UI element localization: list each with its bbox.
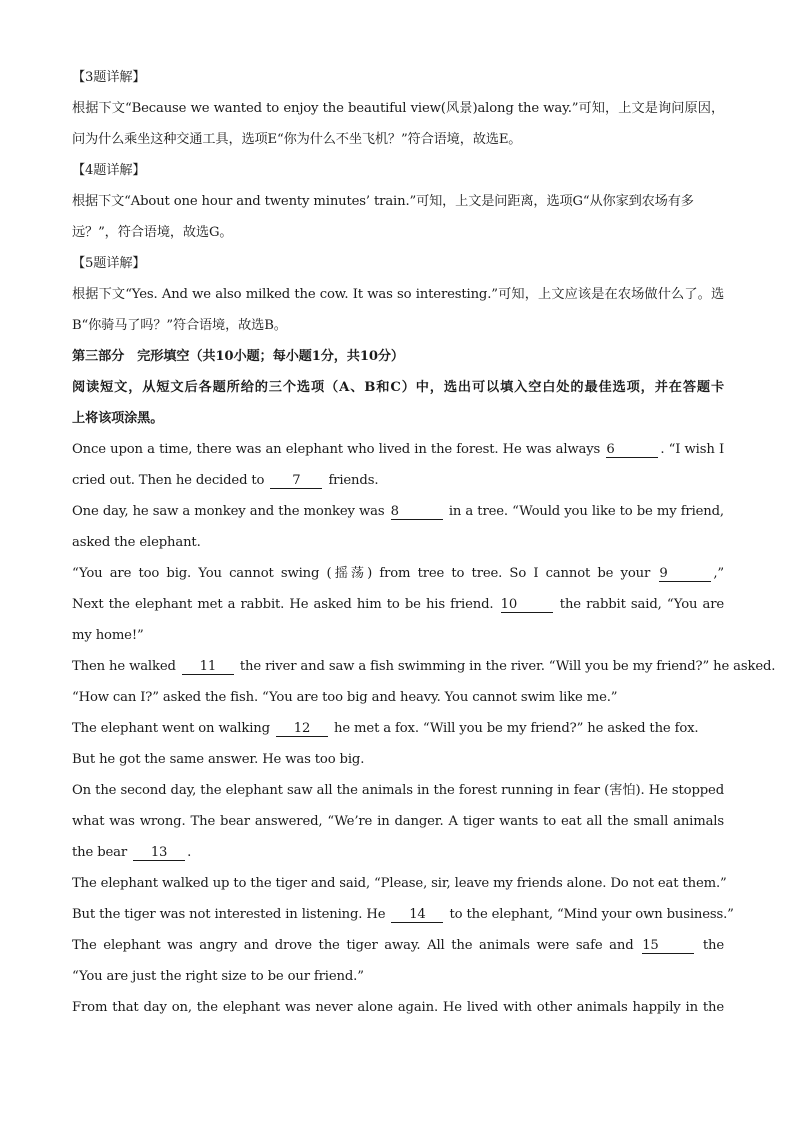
q4-heading: 【4题详解】 (72, 163, 146, 178)
passage-line (72, 558, 724, 589)
passage-text: . “I wish I (660, 442, 724, 457)
passage-line (72, 434, 724, 465)
q4-explanation-line-2: 远？”，符合语境，故选G。 (72, 225, 233, 240)
passage-text: he met a fox. “Will you be my friend?” he asked the fox. (334, 721, 699, 736)
passage-line: “How can I?” asked the fish. “You are too big and heavy. You cannot swim like me.” (72, 690, 618, 705)
passage-line (72, 930, 724, 961)
blank-8: 8 (391, 505, 443, 520)
passage-text: The elephant went on walking (72, 721, 270, 736)
passage-line: “You are just the right size to be our friend.” (72, 969, 364, 984)
passage-line: The elephant walked up to the tiger and said, “Please, sir, leave my friends alone. Do not eat them.” (72, 876, 727, 891)
passage-text: One day, he saw a monkey and the monkey was (72, 504, 385, 519)
passage-line (72, 465, 724, 496)
passage-text: the (702, 938, 724, 953)
passage-line: From that day on, the elephant was never alone again. He lived with other animals happily in the (72, 1000, 724, 1015)
passage-text: Then he walked (72, 659, 176, 674)
document-page (72, 62, 776, 1023)
blank-9: 9 (659, 567, 711, 582)
passage-text: The elephant was angry and drove the tiger away. All the animals were safe and (72, 938, 634, 953)
passage-text: Once upon a time, there was an elephant who lived in the forest. He was always (72, 442, 601, 457)
passage-line: But he got the same answer. He was too big. (72, 752, 365, 767)
passage-text: the bear (72, 845, 128, 860)
blank-13: 13 (133, 846, 185, 861)
blank-7: 7 (270, 474, 322, 489)
q3-heading: 【3题详解】 (72, 70, 146, 85)
section-instruction-line-2: 上将该项涂黑。 (72, 411, 164, 426)
blank-10: 10 (501, 598, 553, 613)
q3-explanation-line-1: 根据下文“Because we wanted to enjoy the beautiful view(风景)along the way.”可知，上文是询问原因， (72, 101, 724, 116)
passage-text: But the tiger was not interested in listening. He (72, 907, 386, 922)
blank-15: 15 (642, 939, 694, 954)
passage-line: asked the elephant. (72, 535, 201, 550)
blank-14: 14 (391, 908, 443, 923)
blank-11: 11 (182, 660, 234, 675)
passage-text: to the elephant, “Mind your own business.” (449, 907, 734, 922)
passage-line: my home!” (72, 628, 144, 643)
blank-6: 6 (606, 443, 658, 458)
passage-line (72, 713, 724, 744)
passage-text: the river and saw a fish swimming in the river. “Will you be my friend?” he asked. (239, 659, 776, 674)
blank-12: 12 (276, 722, 328, 737)
passage-text: the rabbit said, “You are (559, 597, 724, 612)
q4-explanation-line-1: 根据下文“About one hour and twenty minutes’ train.”可知，上文是问距离，选项G“从你家到农场有多 (72, 194, 694, 209)
passage-line: what was wrong. The bear answered, “We’re in danger. A tiger wants to eat all the small animals (72, 814, 724, 829)
section-instruction-line-1: 阅读短文，从短文后各题所给的三个选项（A、B和C）中，选出可以填入空白处的最佳选项，并在答题卡 (72, 380, 724, 395)
passage-text: “You are too big. You cannot swing (摇荡) from tree to tree. So I cannot be your (72, 566, 651, 581)
passage-text: friends. (328, 473, 379, 488)
passage-line (72, 651, 776, 682)
passage-line (72, 837, 724, 868)
passage-line (72, 899, 734, 930)
passage-line: On the second day, the elephant saw all the animals in the forest running in fear (害怕). He stopped (72, 783, 724, 798)
q3-explanation-line-2: 问为什么乘坐这种交通工具，选项E“你为什么不坐飞机？”符合语境，故选E。 (72, 132, 522, 147)
passage-text: Next the elephant met a rabbit. He asked him to be his friend. (72, 597, 494, 612)
q5-heading: 【5题详解】 (72, 256, 146, 271)
passage-text: cried out. Then he decided to (72, 473, 265, 488)
passage-line (72, 589, 724, 620)
section-title: 第三部分 完形填空（共10小题；每小题1分，共10分） (72, 349, 404, 364)
passage-line (72, 496, 724, 527)
q5-explanation-line-1: 根据下文“Yes. And we also milked the cow. It was so interesting.”可知，上文应该是在农场做什么了。选 (72, 287, 724, 302)
q5-explanation-line-2: B“你骑马了吗？”符合语境，故选B。 (72, 318, 287, 333)
passage-text: ,” (713, 566, 724, 581)
passage-text: . (187, 845, 192, 860)
passage-text: in a tree. “Would you like to be my friend, (448, 504, 724, 519)
